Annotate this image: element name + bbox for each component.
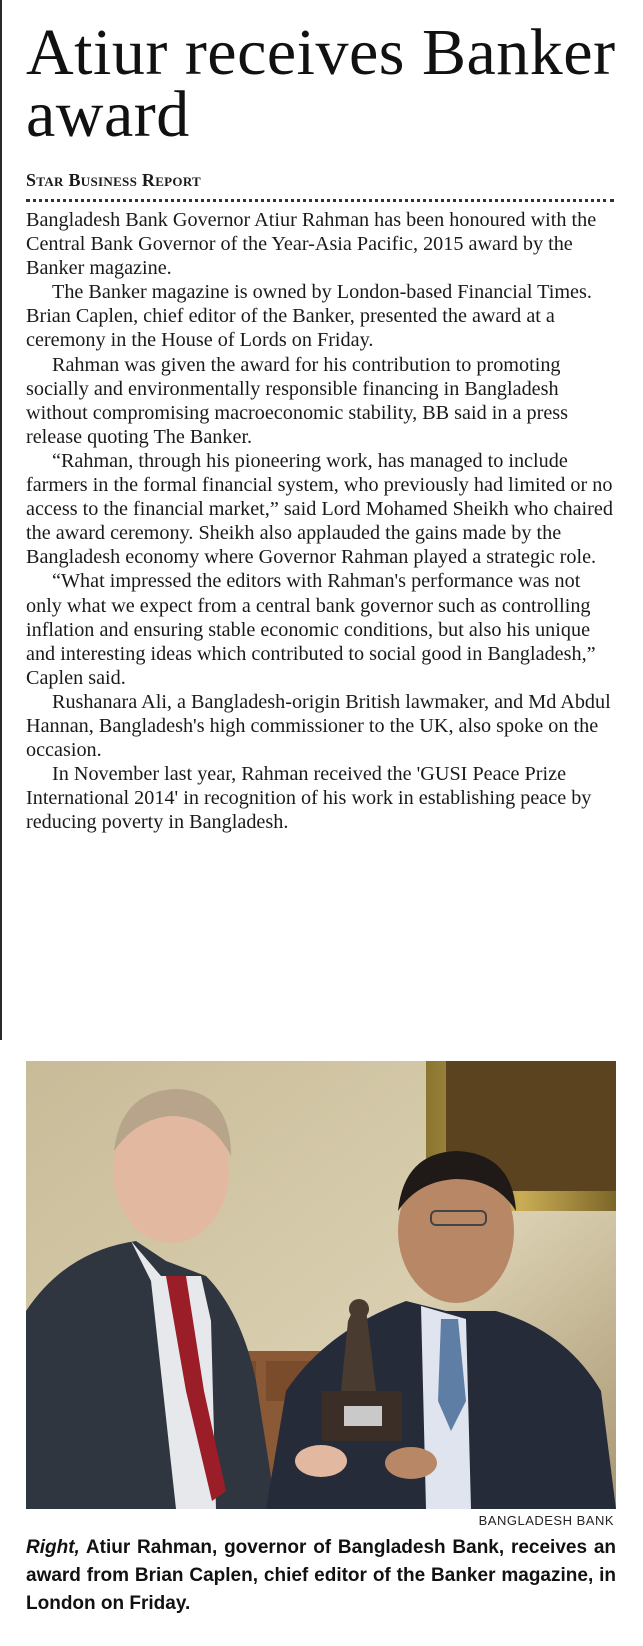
article — [26, 0, 616, 834]
caption-lead: Right, — [26, 1537, 80, 1558]
paragraph: Bangladesh Bank Governor Atiur Rahman has been honoured with the Central Bank Governor of the Year-Asia Pacific, 2015 award by the Banker magazine. — [26, 209, 597, 280]
column-rule — [0, 0, 2, 1040]
paragraph: Rahman was given the award for his contribution to promoting socially and environmentally responsible financing in Bangladesh without compromising macroeconomic stability, BB said in a press release quoting The Banker. — [26, 353, 568, 448]
caption-text: Atiur Rahman, governor of Bangladesh Bank, receives an award from Brian Caplen, chief editor of the Banker magazine, in London on Friday. — [26, 1537, 616, 1614]
article-body — [26, 208, 616, 834]
paragraph: “Rahman, through his pioneering work, has managed to include farmers in the formal financial system, who previously had limited or no access to the financial market,” said Lord Mohamed Sheikh who chaired the award ceremony. Sheikh also applauded the gains made by the Bangladesh economy where Governor Rahman played a strategic role. — [26, 449, 613, 569]
award-photo — [26, 1061, 616, 1509]
dotted-divider — [26, 199, 614, 202]
photo-caption — [26, 1534, 616, 1618]
paragraph: “What impressed the editors with Rahman's performance was not only what we expect from a central bank governor such as controlling inflation and ensuring stable economic conditions, but also his unique and interesting ideas which contributed to social good in Bangladesh,” Caplen said. — [26, 570, 596, 689]
byline: Star Business Report — [26, 170, 202, 190]
photo-credit: BANGLADESH BANK — [478, 1513, 614, 1528]
paragraph: Rushanara Ali, a Bangladesh-origin British lawmaker, and Md Abdul Hannan, Bangladesh's high commissioner to the UK, also spoke on the occasion. — [26, 690, 611, 762]
paragraph: In November last year, Rahman received the 'GUSI Peace Prize International 2014' in recognition of his work in establishing peace by reducing poverty in Bangladesh. — [26, 763, 592, 834]
paragraph: The Banker magazine is owned by London-based Financial Times. Brian Caplen, chief editor of the Banker, presented the award at a ceremony in the House of Lords on Friday. — [26, 281, 592, 352]
headline: Atiur receives Banker award — [26, 16, 616, 151]
